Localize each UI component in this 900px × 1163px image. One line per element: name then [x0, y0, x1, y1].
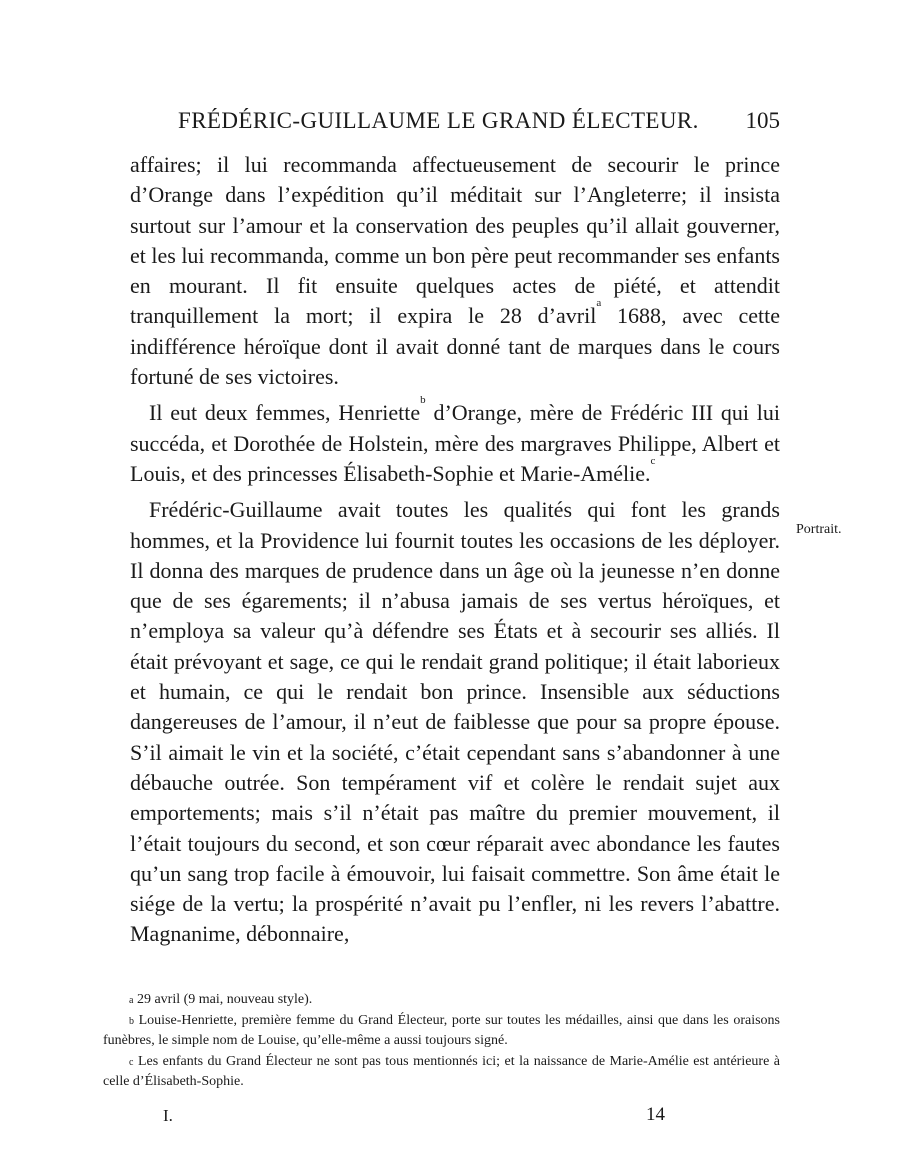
- footnote-a-mark: a: [129, 995, 134, 1006]
- running-head: FRÉDÉRIC-GUILLAUME LE GRAND ÉLECTEUR.: [178, 108, 699, 133]
- footnote-b: [103, 1011, 780, 1052]
- footnote-c: [103, 1052, 780, 1093]
- page-header: [130, 108, 780, 140]
- signature-mark: I.: [163, 1106, 173, 1125]
- paragraph-3: [130, 495, 780, 949]
- paragraph-1-end: 1688, avec cette indifférence héroïque dont il avait donné tant de marques dans le cours fortuné de ses victoires.: [130, 303, 781, 390]
- page-number: 105: [745, 108, 780, 133]
- footnote-ref-a: a: [596, 297, 602, 310]
- paragraph-2-text-a: Il eut deux femmes, Henriette: [149, 400, 421, 426]
- footnote-a: [103, 990, 780, 1011]
- footnote-ref-b: b: [420, 394, 426, 407]
- footnote-a-text: 29 avril (9 mai, nouveau style).: [133, 992, 313, 1007]
- marginal-note: Portrait.: [796, 522, 842, 537]
- main-text: [130, 150, 780, 950]
- footnote-b-mark: b: [129, 1015, 134, 1027]
- footnote-c-mark: c: [129, 1056, 134, 1068]
- paragraph-3-text: Frédéric-Guillaume avait toutes les qualités qui font les grands hommes, et la Providence lui fournit toutes les occasions de les déployer. Il donna des marques de prudence dans un âge où la jeunesse n’en donne que de ses égarements; il n’abusa jamais de ses vertus héroïques, et n’employa sa valeur qu’à défendre ses États et à secourir ses alliés. Il était prévoyant et sage, ce qui le rendait grand politique; il était laborieux et humain, ce qui le rendait bon prince. Insensible aux séductions dangereuses de l’amour, il n’eut de faiblesse que pour sa propre épouse. S’il aimait le vin et la société, c’était cependant sans s’abandonner à une débauche outrée. Son tempérament vif et colère le rendait sujet aux emportements; mais s’il n’était pas maître du premier mouvement, il l’était toujours du second, et son cœur réparait avec abondance les fautes qu’un sang trop facile à émouvoir, lui faisait commettre. Son âme était le siége de la vertu; la prospérité n’avait pu l’enfler, ni les revers l’abattre. Magnanime, débonnaire,: [130, 497, 780, 947]
- paragraph-1-text: affaires; il lui recommanda affectueusement de secourir le prince d’Orange dans l’expédition qu’il méditait sur l’Angleterre; il insista surtout sur l’amour et la conservation des peuples qu’il allait gouverner, et les lui recommanda, comme un bon père peut recommander ses enfants en mourant. Il fit ensuite quelques actes de piété, et attendit tranquillement la mort; il expira le 28 d’avril: [130, 152, 780, 329]
- paragraph-2: [130, 394, 780, 489]
- footnote-b-text: Louise-Henriette, première femme du Grand Électeur, porte sur toutes les médailles, ainsi que dans les oraisons funèbres, le simple nom de Louise, qu’elle-même a aussi toujours signé.: [103, 1012, 780, 1048]
- gathering-number: 14: [646, 1104, 665, 1125]
- footnote-ref-c: c: [650, 454, 656, 467]
- footnotes: [103, 990, 780, 1093]
- footnote-c-text: Les enfants du Grand Électeur ne sont pas tous mentionnés ici; et la naissance de Marie-Amélie est antérieure à celle d’Élisabeth-Sophie.: [103, 1053, 780, 1089]
- paragraph-1: [130, 150, 780, 392]
- paragraph-2-text-b: d’Orange, mère de Frédéric III qui lui succéda, et Dorothée de Holstein, mère des margraves Philippe, Albert et Louis, et des princesses Élisabeth-Sophie et Marie-Amélie.: [130, 400, 780, 486]
